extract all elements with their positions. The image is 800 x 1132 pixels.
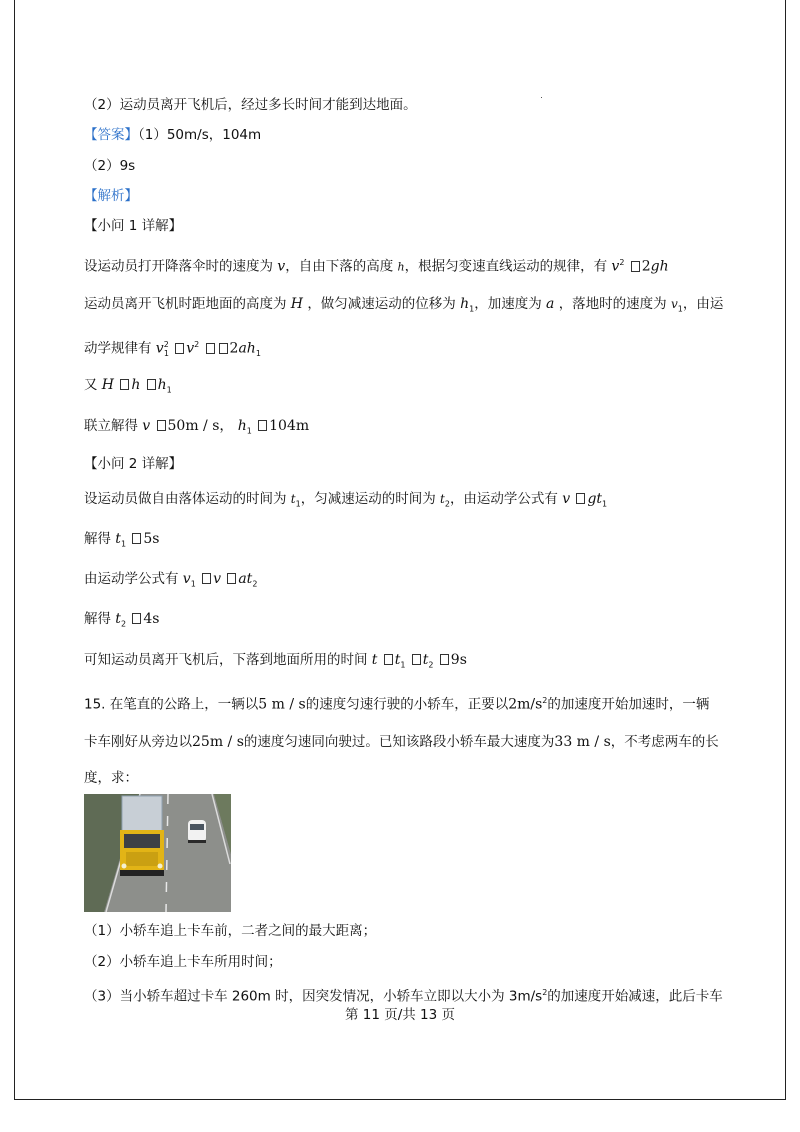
s1-line-2: 运动员离开飞机时距地面的高度为 H ，做匀减速运动的位移为 $h_1$，加速度为 a ，落地时的速度为 $v_1$，由运 [84,296,724,314]
s1-line-3: 动学规律有 $v^2_1$ $v^2$ $2ah_1$ [84,340,261,359]
q15-sub1: （1）小轿车追上卡车前，二者之间的最大距离； [84,923,377,939]
analysis-label: 【解析】 [84,188,138,204]
q15-line-2: 卡车刚好从旁边以25m / s的速度匀速同向驶过。已知该路段小轿车最大速度为33 m / s，不考虑两车的长 [84,734,719,750]
s1-line-5: 联立解得 v 50m / s， $h_1$ 104m [84,418,310,436]
q15-line-1: 15. 在笔直的公路上，一辆以5 m / s的速度匀速行驶的小轿车，正要以$2m/s^2$的加速度开始加速时，一辆 [84,696,710,713]
s2-line-4: 解得 $t_2$ 4s [84,611,160,629]
answer-label: 【答案】 [84,127,138,143]
road-photo [84,794,231,912]
s1-line-4: 又 H h $h_1$ [84,377,172,395]
sub1-heading: 【小问 1 详解】 [84,218,183,234]
truck-and-car-image [84,794,231,912]
q15-line-3: 度，求： [84,770,138,786]
answer-line-2: （2）9s [84,158,136,174]
speck [541,97,542,98]
q14-part2-question: （2）运动员离开飞机后，经过多长时间才能到达地面。 [84,97,417,113]
s2-line-3: 由运动学公式有 $v_1$ v $at_2$ [84,571,258,589]
s2-line-2: 解得 $t_1$ 5s [84,531,160,549]
answer-line-1: 【答案】（1）50m/s，104m [84,127,262,143]
sub2-heading: 【小问 2 详解】 [84,456,183,472]
s1-line-1: 设运动员打开降落伞时的速度为 v，自由下落的高度 h，根据匀变速直线运动的规律，有 $v^2$ 2gh [84,258,669,275]
q15-sub2: （2）小轿车追上卡车所用时间； [84,954,282,970]
s2-line-1: 设运动员做自由落体运动的时间为 $t_1$，匀减速运动的时间为 $t_2$，由运动学公式有 v $gt_1$ [84,491,608,509]
q15-sub3: （3）当小轿车超过卡车 260m 时，因突发情况，小轿车立即以大小为 $3m/s^2$的加速度开始减速，此后卡车 [84,988,723,1005]
s2-line-5: 可知运动员离开飞机后，下落到地面所用的时间 t $t_1$ $t_2$ 9s [84,652,467,670]
page-footer: 第 11 页/共 13 页 [344,1007,456,1023]
